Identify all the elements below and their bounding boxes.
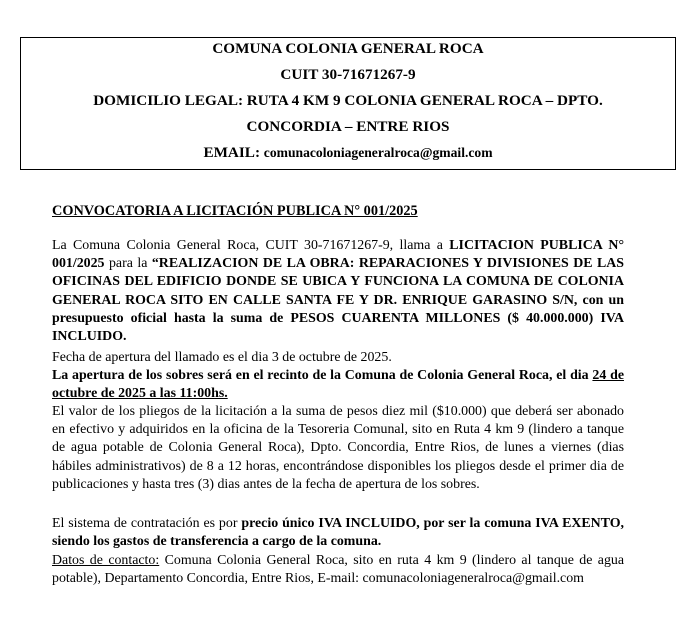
email-address: comunacoloniageneralroca@gmail.com [263, 145, 493, 160]
paragraph-envelope-opening [52, 367, 624, 403]
email-label: EMAIL: [203, 144, 264, 161]
email-line [21, 144, 675, 162]
contract-system-terms: precio único IVA INCLUIDO, por ser la comuna IVA EXENTO, siendo los gastos de transferencia a cargo de la comuna. [52, 516, 624, 550]
paragraph-contract-system [52, 515, 624, 551]
envelope-opening-date: 24 de octubre de 2025 a las 11:00hs. [52, 368, 624, 402]
call-connector: para la [104, 256, 152, 272]
works-description: “REALIZACION DE LA OBRA: REPARACIONES Y DIVISIONES DE LAS OFICINAS DEL EDIFICIO DONDE SE UBICA Y FUNCIONA LA COMUNA DE COLONIA GENERAL ROCA SITO EN CALLE SANTA FE Y DR. ENRIQUE GARASINO S/N, con un presupuesto oficial hasta la suma de PESOS CUARENTA MILLONES ($ 40.000.000) IVA INCLUIDO. [52, 256, 624, 345]
contract-system-intro: El sistema de contratación es por [52, 516, 242, 531]
paragraph-call [52, 237, 624, 346]
contact-details: Comuna Colonia General Roca, sito en ruta 4 km 9 (lindero al tanque de agua potable), Departamento Concordia, Entre Rios, E-mail: comunacoloniageneralroca@gmail.com [52, 553, 625, 587]
paragraph-specifications-price: El valor de los pliegos de la licitación a la suma de pesos diez mil ($10.000) que deberá ser abonado en efectivo y adquiridos en la oficina de la Tesoreria Comunal, sito en Ruta 4 km 9 (lindero a tanque de agua potable de Colonia General Roca), Dpto. Concordia, Entre Rios, de lunes a viernes (dias hábiles administrativos) de 8 a 12 horas, encontrándose disponibles los pliegos desde el primer dia de publicaciones y hasta tres (3) dias antes de la fecha de apertura de los sobres. [52, 404, 624, 492]
contact-label: Datos de contacto: [52, 553, 160, 568]
notice-title: CONVOCATORIA A LICITACIÓN PUBLICA N° 001/2025 [52, 203, 418, 219]
organization-name: COMUNA COLONIA GENERAL ROCA [212, 40, 484, 57]
envelope-opening-place: La apertura de los sobres será en el recinto de la Comuna de Colonia General Roca, el dia [52, 368, 593, 383]
legal-address-line-2: CONCORDIA – ENTRE RIOS [246, 118, 450, 135]
tender-number: LICITACION PUBLICA N° 001/2025 [52, 238, 624, 272]
legal-address-line-1: DOMICILIO LEGAL: RUTA 4 KM 9 COLONIA GENERAL ROCA – DPTO. [93, 92, 603, 109]
letterhead-box [20, 37, 676, 170]
paragraph-contact [52, 552, 624, 588]
paragraph-opening-date: Fecha de apertura del llamado es el dia 3 de octubre de 2025. [52, 350, 392, 365]
call-intro: La Comuna Colonia General Roca, CUIT 30-71671267-9, llama a [52, 238, 450, 253]
organization-cuit: CUIT 30-71671267-9 [280, 66, 416, 83]
